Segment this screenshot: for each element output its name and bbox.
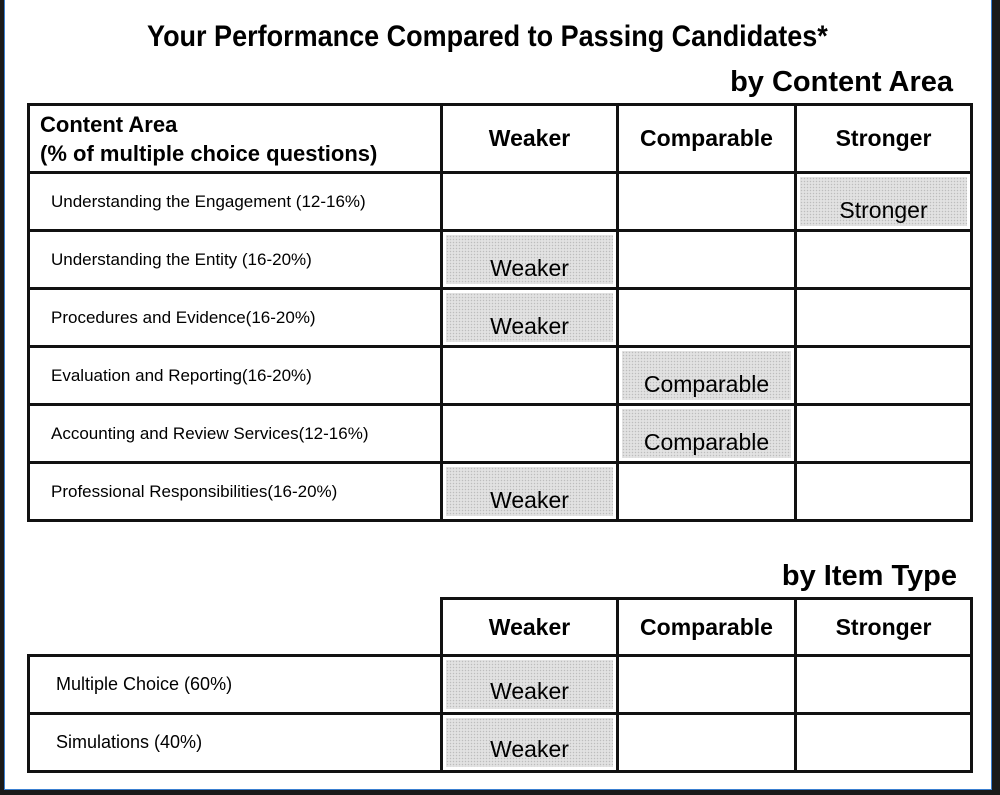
rating-cell-comparable [618, 463, 796, 521]
rating-cell-weaker [442, 656, 618, 714]
table-row [29, 656, 972, 714]
rating-cell-weaker [442, 231, 618, 289]
rating-cell-comparable [618, 173, 796, 231]
item-type-subtitle: by Item Type [781, 560, 957, 592]
rating-text: Comparable [643, 429, 770, 455]
table-row [29, 405, 972, 463]
rating-cell-weaker [442, 714, 618, 772]
item-col-stronger-header: Stronger [796, 599, 972, 656]
rating-cell-stronger [796, 173, 972, 231]
rating-cell-weaker [442, 347, 618, 405]
col-weaker-header: Weaker [442, 105, 618, 173]
score-report-sheet [4, 0, 992, 790]
row-label: Understanding the Entity (16-20%) [29, 231, 442, 289]
rating-cell-stronger [796, 714, 972, 772]
content-area-rows [29, 173, 972, 521]
row-label: Evaluation and Reporting(16-20%) [29, 347, 442, 405]
rating-cell-weaker [442, 405, 618, 463]
content-area-header-line1: Content Area [40, 111, 178, 137]
rating-highlight [446, 293, 613, 342]
item-type-header-spacer [29, 599, 442, 656]
rating-text: Weaker [490, 255, 569, 281]
rating-highlight [800, 177, 967, 226]
rating-highlight [446, 718, 613, 767]
rating-cell-stronger [796, 463, 972, 521]
rating-highlight [446, 467, 613, 516]
content-area-table [27, 103, 973, 522]
rating-text: Comparable [643, 371, 770, 397]
item-type-rows [29, 656, 972, 772]
item-type-header-row [29, 599, 972, 656]
content-area-subtitle: by Content Area [730, 66, 953, 98]
rating-cell-stronger [796, 405, 972, 463]
rating-cell-comparable [618, 347, 796, 405]
rating-highlight [622, 409, 791, 458]
item-col-weaker-header: Weaker [442, 599, 618, 656]
col-comparable-header: Comparable [618, 105, 796, 173]
table-row [29, 173, 972, 231]
report-title: Your Performance Compared to Passing Candidates* [147, 20, 828, 53]
rating-cell-stronger [796, 347, 972, 405]
rating-cell-stronger [796, 231, 972, 289]
col-stronger-header: Stronger [796, 105, 972, 173]
rating-cell-weaker [442, 463, 618, 521]
rating-highlight [622, 351, 791, 400]
table-row [29, 289, 972, 347]
table-row [29, 463, 972, 521]
rating-highlight [446, 235, 613, 284]
content-area-header-row [29, 105, 972, 173]
rating-text: Weaker [490, 487, 569, 513]
row-label: Understanding the Engagement (12-16%) [29, 173, 442, 231]
row-label: Accounting and Review Services(12-16%) [29, 405, 442, 463]
rating-cell-comparable [618, 405, 796, 463]
rating-highlight [446, 660, 613, 709]
rating-cell-comparable [618, 714, 796, 772]
table-row [29, 347, 972, 405]
rating-cell-weaker [442, 289, 618, 347]
rating-cell-stronger [796, 656, 972, 714]
row-label: Procedures and Evidence(16-20%) [29, 289, 442, 347]
rating-text: Stronger [839, 197, 928, 223]
table-row [29, 714, 972, 772]
rating-text: Weaker [490, 736, 569, 762]
content-area-header-label [29, 105, 442, 173]
rating-text: Weaker [490, 678, 569, 704]
table-row [29, 231, 972, 289]
row-label: Multiple Choice (60%) [29, 656, 442, 714]
rating-cell-weaker [442, 173, 618, 231]
rating-cell-comparable [618, 289, 796, 347]
row-label: Simulations (40%) [29, 714, 442, 772]
item-col-comparable-header: Comparable [618, 599, 796, 656]
rating-cell-comparable [618, 231, 796, 289]
rating-cell-comparable [618, 656, 796, 714]
rating-text: Weaker [490, 313, 569, 339]
item-type-table [27, 597, 973, 773]
row-label: Professional Responsibilities(16-20%) [29, 463, 442, 521]
content-area-header-line2: (% of multiple choice questions) [40, 140, 378, 166]
rating-cell-stronger [796, 289, 972, 347]
